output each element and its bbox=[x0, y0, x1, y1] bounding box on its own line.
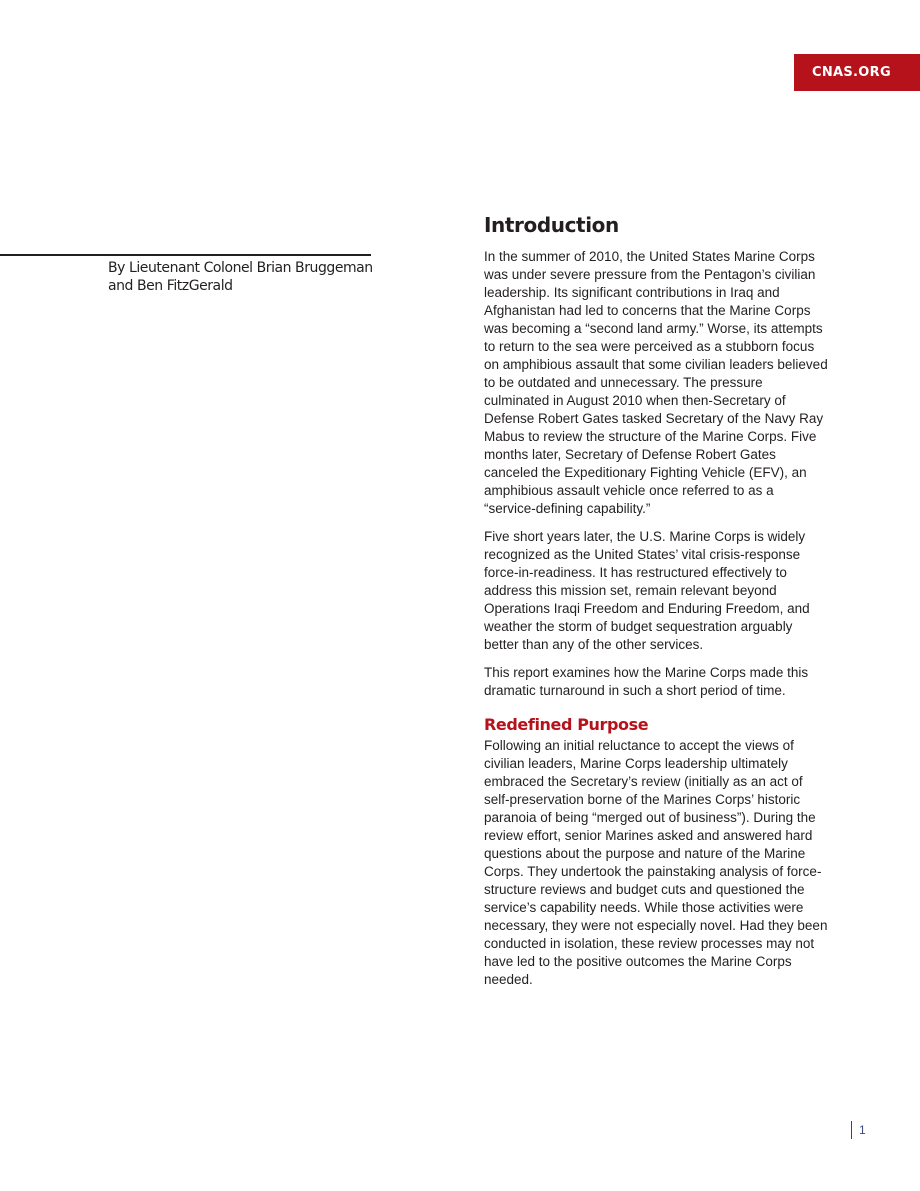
byline-rule bbox=[0, 254, 371, 256]
paragraph: In the summer of 2010, the United States Marine Corps was under severe pressure from the Pentagon’s civilian leadership. Its significant contributions in Iraq and Afghanistan had led to concerns that the Marine Corps was becoming a “second land army.” Worse, its attempts to return to the sea were perceived as a stubborn focus on amphibious assault that some civilian leaders believed to be outdated and unnecessary. The pressure culminated in August 2010 when then-Secretary of Defense Robert Gates tasked Secretary of the Navy Ray Mabus to review the structure of the Marine Corps. Five months later, Secretary of Defense Robert Gates canceled the Expeditionary Fighting Vehicle (EFV), an amphibious assault vehicle once referred to as a “service-defining capability.” bbox=[484, 249, 828, 516]
paragraph: Following an initial reluctance to accept the views of civilian leaders, Marine Corps leadership ultimately embraced the Secretary’s review (initially as an act of self-preservation borne of the Marines Corps’ historic paranoia of being “merged out of business”). During the review effort, senior Marines asked and answered hard questions about the purpose and nature of the Marine Corps. They undertook the painstaking analysis of force-structure reviews and budget cuts and questioned the service’s capability needs. While those activities were necessary, they were not especially novel. Had they been conducted in isolation, these review processes may not have led to the positive outcomes the Marine Corps needed. bbox=[484, 738, 828, 987]
paragraph: This report examines how the Marine Corps made this dramatic turnaround in such a short period of time. bbox=[484, 665, 809, 698]
section-title: Introduction bbox=[484, 213, 619, 237]
article-body bbox=[484, 212, 829, 999]
cnas-org-link[interactable]: CNAS.ORG bbox=[794, 54, 920, 91]
page-number: 1 bbox=[859, 1123, 866, 1137]
paragraph: Five short years later, the U.S. Marine Corps is widely recognized as the United States’ vital crisis-response force-in-readiness. It has restructured effectively to address this mission set, remain relevant beyond Operations Iraqi Freedom and Enduring Freedom, and weather the storm of budget sequestration arguably better than any of the other services. bbox=[484, 529, 810, 652]
byline-line: By Lieutenant Colonel Brian Bruggeman bbox=[108, 260, 373, 276]
page-number-rule bbox=[851, 1121, 852, 1139]
byline bbox=[108, 259, 383, 295]
byline-line: and Ben FitzGerald bbox=[108, 278, 233, 294]
subhead: Redefined Purpose bbox=[484, 715, 649, 734]
